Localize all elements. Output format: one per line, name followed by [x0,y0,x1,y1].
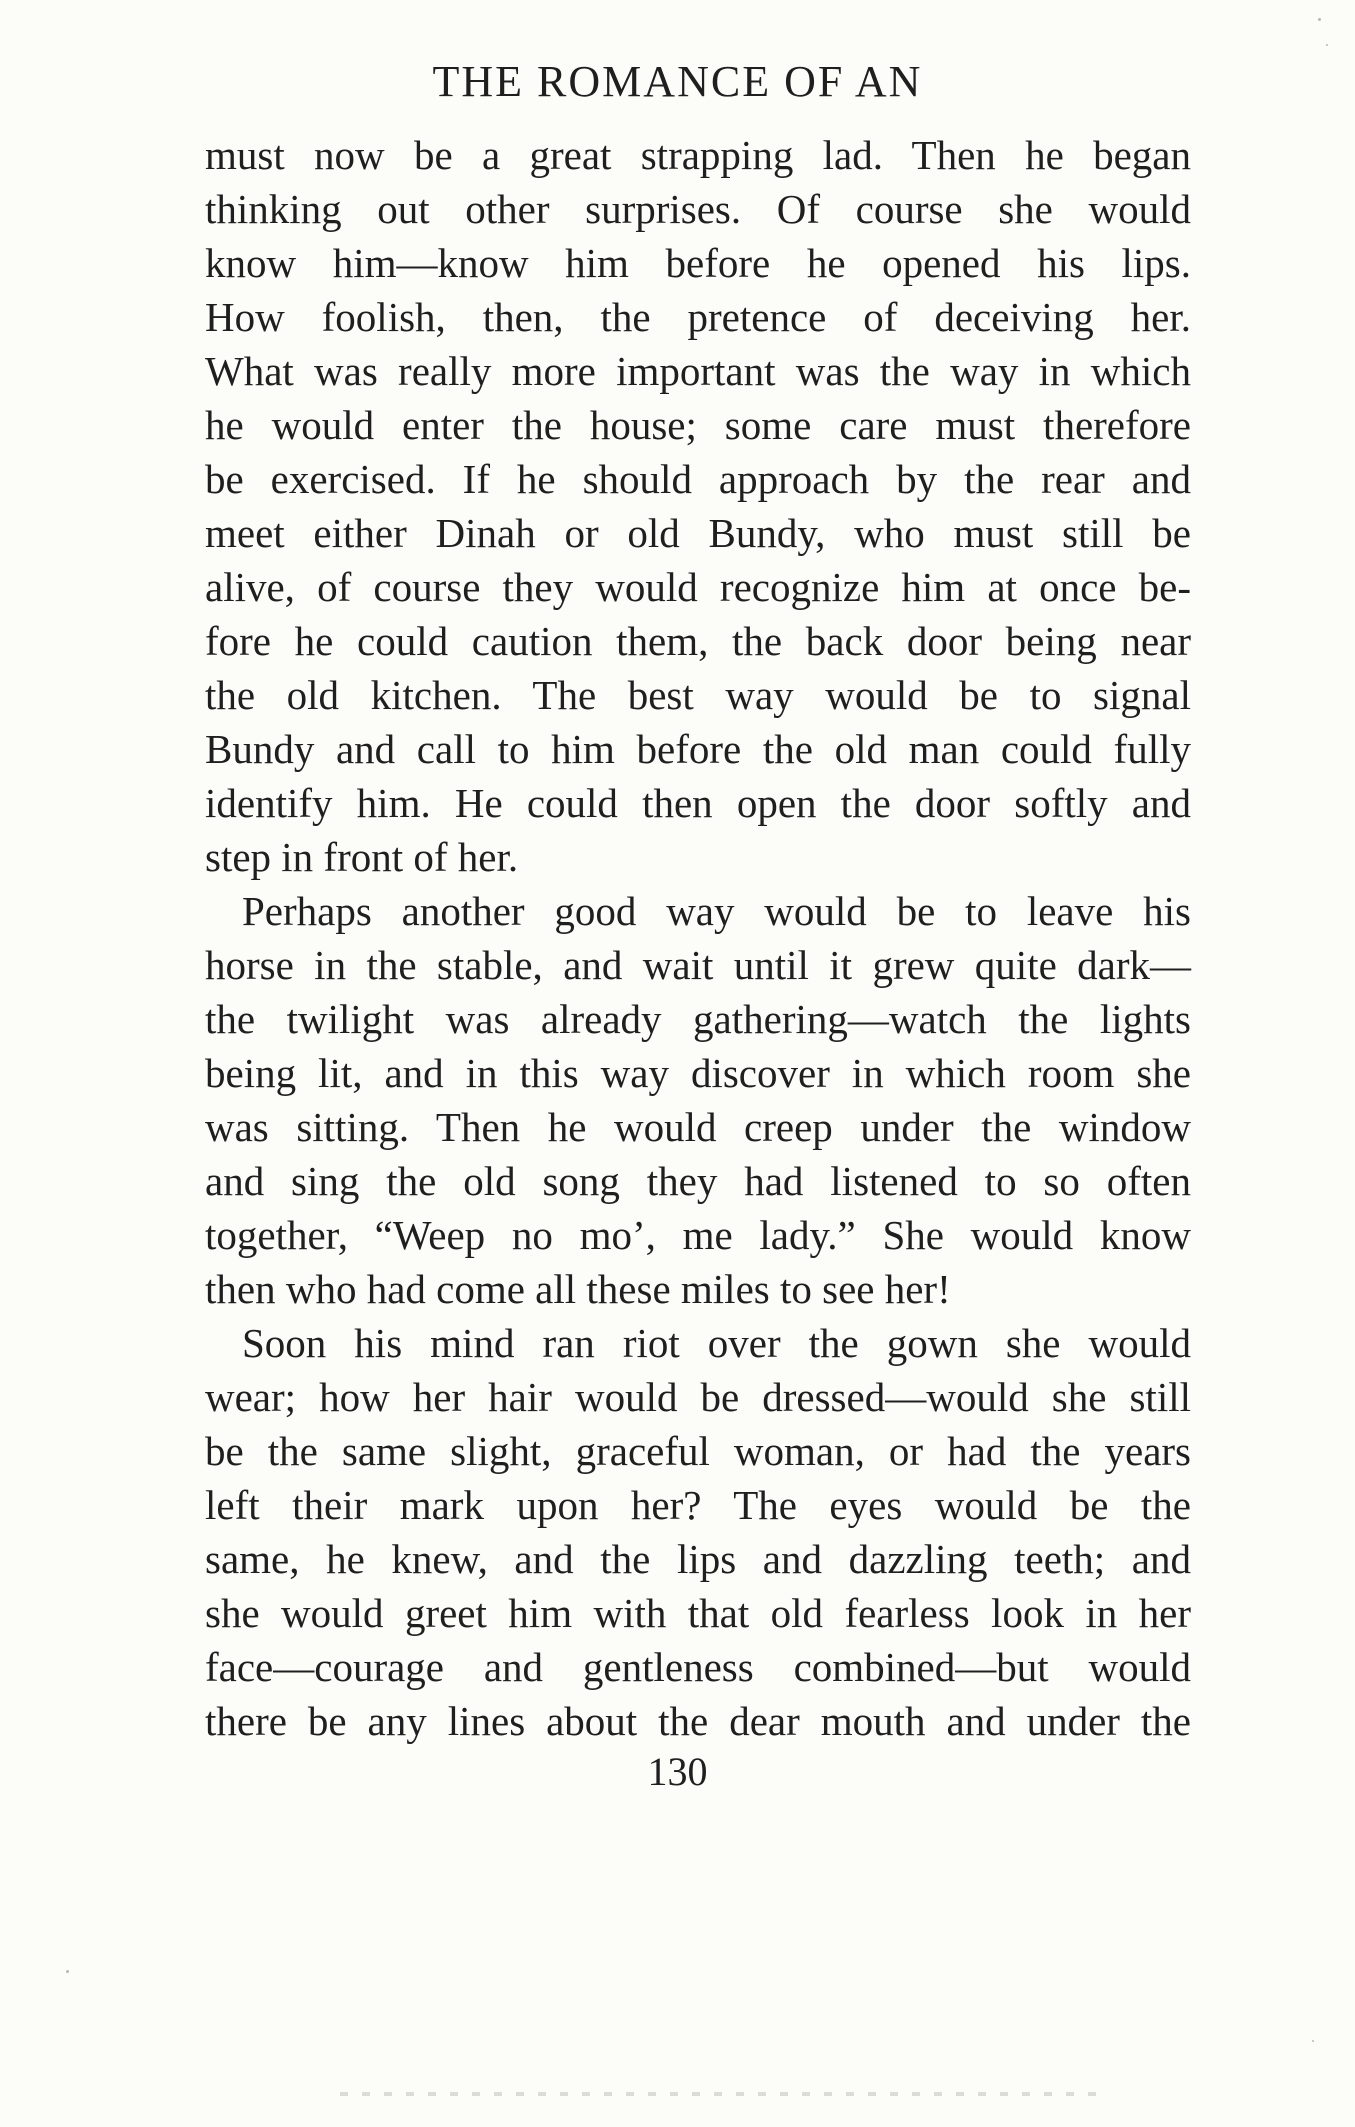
text-line: What was really more important was the way in which [205,348,1191,394]
running-head: THE ROMANCE OF AN [432,57,923,106]
text-line: was sitting. Then he would creep under the window [205,1104,1191,1150]
text-line: same, he knew, and the lips and dazzling teeth; and [205,1536,1191,1582]
text-line: wear; how her hair would be dressed—would she still [205,1374,1191,1420]
text-line: be the same slight, graceful woman, or had the years [205,1428,1191,1474]
text-line: fore he could caution them, the back door being near [205,618,1191,664]
text-line: thinking out other surprises. Of course she would [205,186,1191,232]
text-line: she would greet him with that old fearless look in her [205,1590,1191,1636]
text-line: be exercised. If he should approach by the rear and [205,456,1191,502]
text-line: he would enter the house; some care must therefore [205,402,1191,448]
paragraph-first-line: Soon his mind ran riot over the gown she would [242,1320,1191,1366]
text-line: Bundy and call to him before the old man could fully [205,726,1191,772]
edge-shadow-marks [340,2092,1100,2096]
text-line: face—courage and gentleness combined—but would [205,1644,1191,1690]
paper-speck [1318,18,1321,21]
text-line: and sing the old song they had listened to so often [205,1158,1191,1204]
text-line: the old kitchen. The best way would be to signal [205,672,1191,718]
text-line: then who had come all these miles to see her! [205,1266,951,1312]
text-line: the twilight was already gathering—watch the lights [205,996,1191,1042]
text-line: left their mark upon her? The eyes would be the [205,1482,1191,1528]
text-line: must now be a great strapping lad. Then he began [205,132,1191,178]
paper-speck [66,1970,69,1973]
text-line: step in front of her. [205,834,519,880]
text-line: identify him. He could then open the door softly and [205,780,1191,826]
page-number: 130 [647,1749,708,1794]
text-line: being lit, and in this way discover in which room she [205,1050,1191,1096]
paper-speck [1326,44,1328,46]
text-line: meet either Dinah or old Bundy, who must still be [205,510,1191,556]
text-line: know him—know him before he opened his lips. [205,240,1191,286]
text-line: together, “Weep no mo’, me lady.” She would know [205,1212,1191,1258]
paragraph-first-line: Perhaps another good way would be to leave his [242,888,1191,934]
text-line: alive, of course they would recognize him at once be- [205,564,1191,610]
text-line: there be any lines about the dear mouth and under the [205,1698,1191,1744]
text-line: How foolish, then, the pretence of deceiving her. [205,294,1191,340]
paper-speck [1312,2040,1314,2042]
text-line: horse in the stable, and wait until it grew quite dark— [205,942,1191,988]
body-text [205,128,1191,1748]
